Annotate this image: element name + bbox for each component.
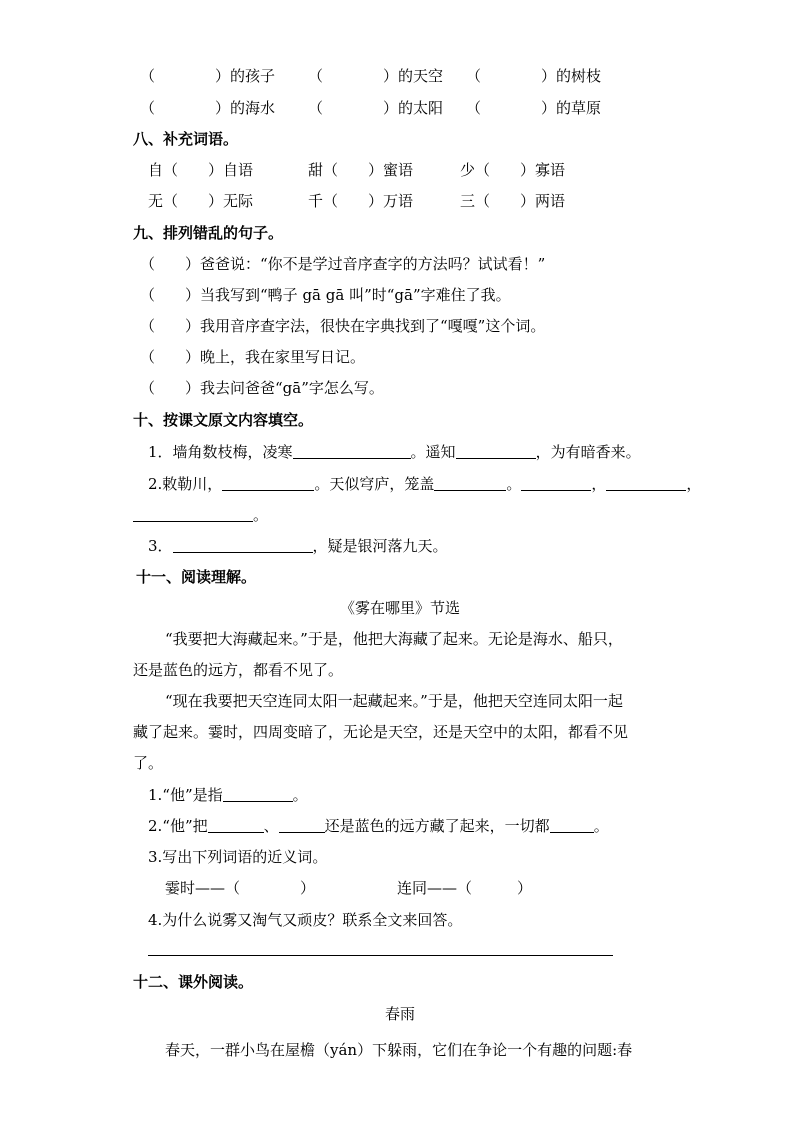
- q11-sub-3: 3.写出下列词语的近义词。: [148, 848, 328, 866]
- answer-line[interactable]: [148, 955, 613, 956]
- q11-synonyms: [165, 878, 565, 900]
- q11-para-2: “现在我要把天空连同太阳一起藏起来。”于是，他把天空连同太阳一起: [165, 692, 623, 710]
- answer-blank[interactable]: [550, 817, 594, 833]
- answer-blank[interactable]: [521, 475, 591, 491]
- q9-item-5: （ ）我去问爸爸“gā”字怎么写。: [140, 379, 384, 397]
- q9-heading: 九、排列错乱的句子。: [133, 224, 284, 242]
- q7-row-2: [140, 98, 660, 120]
- q11-passage-title: 《雾在哪里》节选: [339, 599, 460, 617]
- q7-item: （ ）的孩子: [140, 67, 276, 85]
- q10-line-4: [148, 536, 448, 558]
- q9-item-2: （ ）当我写到“鸭子 gā gā 叫”时“gā”字难住了我。: [140, 286, 511, 304]
- q7-row-1: [140, 66, 660, 88]
- q11-heading: 十一、阅读理解。: [136, 568, 257, 586]
- q7-item: （ ）的天空: [308, 67, 444, 85]
- q11-text: 。: [292, 786, 308, 804]
- q9-item-1: （ ）爸爸说：“你不是学过音序查字的方法吗？试试看！”: [140, 255, 546, 273]
- q7-item: （ ）的太阳: [308, 99, 444, 117]
- answer-blank[interactable]: [133, 506, 253, 522]
- q10-line-2: [148, 474, 701, 496]
- q11-text: 。: [593, 817, 609, 835]
- q8-item: 少（ ）寡语: [460, 161, 566, 179]
- answer-blank[interactable]: [208, 817, 264, 833]
- q11-para-2-end: 了。: [133, 754, 164, 772]
- q10-line-3: [133, 505, 268, 527]
- q8-heading: 八、补充词语。: [133, 130, 239, 148]
- q8-item: 三（ ）两语: [460, 192, 566, 210]
- q8-item: 自（ ）自语: [148, 161, 254, 179]
- q12-heading: 十二、课外阅读。: [133, 973, 254, 991]
- q10-text: 。遥知: [410, 443, 456, 461]
- answer-blank[interactable]: [293, 443, 411, 459]
- q8-row-2: [148, 191, 608, 213]
- q8-row-1: [148, 160, 608, 182]
- q9-item-4: （ ）晚上，我在家里写日记。: [140, 348, 366, 366]
- q10-text: 。: [253, 506, 269, 524]
- q10-text: 3．: [148, 537, 173, 555]
- answer-blank[interactable]: [223, 786, 293, 802]
- q12-para-1: 春天，一群小鸟在屋檐（yán）下躲雨，它们在争论一个有趣的问题:春: [165, 1041, 633, 1059]
- q7-item: （ ）的海水: [140, 99, 276, 117]
- q10-text: 。天似穹庐，笼盖: [314, 475, 435, 493]
- answer-blank[interactable]: [173, 537, 313, 553]
- q10-text: 。: [506, 475, 522, 493]
- answer-blank[interactable]: [279, 817, 325, 833]
- q10-text: ，: [686, 475, 702, 493]
- q11-text: 2.“他”把: [148, 817, 208, 835]
- q10-text: ，: [591, 475, 607, 493]
- answer-blank[interactable]: [456, 443, 536, 459]
- q8-item: 甜（ ）蜜语: [308, 161, 414, 179]
- q11-text: 1.“他”是指: [148, 786, 223, 804]
- q11-sub-2: [148, 816, 609, 838]
- q8-item: 无（ ）无际: [148, 192, 254, 210]
- q11-para-2-cont: 藏了起来。霎时，四周变暗了，无论是天空，还是天空中的太阳，都看不见: [133, 723, 629, 741]
- answer-blank[interactable]: [222, 475, 314, 491]
- q10-text: 2.敕勒川，: [148, 475, 223, 493]
- q11-text: 、: [263, 817, 279, 835]
- synonym-item: 霎时——（ ）: [165, 879, 316, 897]
- q11-sub-4: 4.为什么说雾又淘气又顽皮？联系全文来回答。: [148, 911, 463, 929]
- answer-blank[interactable]: [434, 475, 506, 491]
- q9-item-3: （ ）我用音序查字法，很快在字典找到了“嘎嘎”这个词。: [140, 317, 546, 335]
- synonym-item: 连同——（ ）: [397, 879, 533, 897]
- q10-line-1: [148, 442, 641, 464]
- q10-text: ，疑是银河落九天。: [312, 537, 448, 555]
- q7-item: （ ）的树枝: [466, 67, 602, 85]
- q8-item: 千（ ）万语: [308, 192, 414, 210]
- q12-passage-title: 春雨: [384, 1005, 415, 1023]
- q10-text: ，为有暗香来。: [535, 443, 641, 461]
- q11-para-1: “我要把大海藏起来。”于是，他把大海藏了起来。无论是海水、船只，: [165, 630, 623, 648]
- q10-text: 1．墙角数枝梅，凌寒: [148, 443, 293, 461]
- q10-heading: 十、按课文原文内容填空。: [133, 411, 314, 429]
- q7-item: （ ）的草原: [466, 99, 602, 117]
- q11-sub-1: [148, 785, 308, 807]
- q11-para-1-cont: 还是蓝色的远方，都看不见了。: [133, 661, 344, 679]
- q11-text: 还是蓝色的远方藏了起来，一切都: [324, 817, 550, 835]
- answer-blank[interactable]: [606, 475, 686, 491]
